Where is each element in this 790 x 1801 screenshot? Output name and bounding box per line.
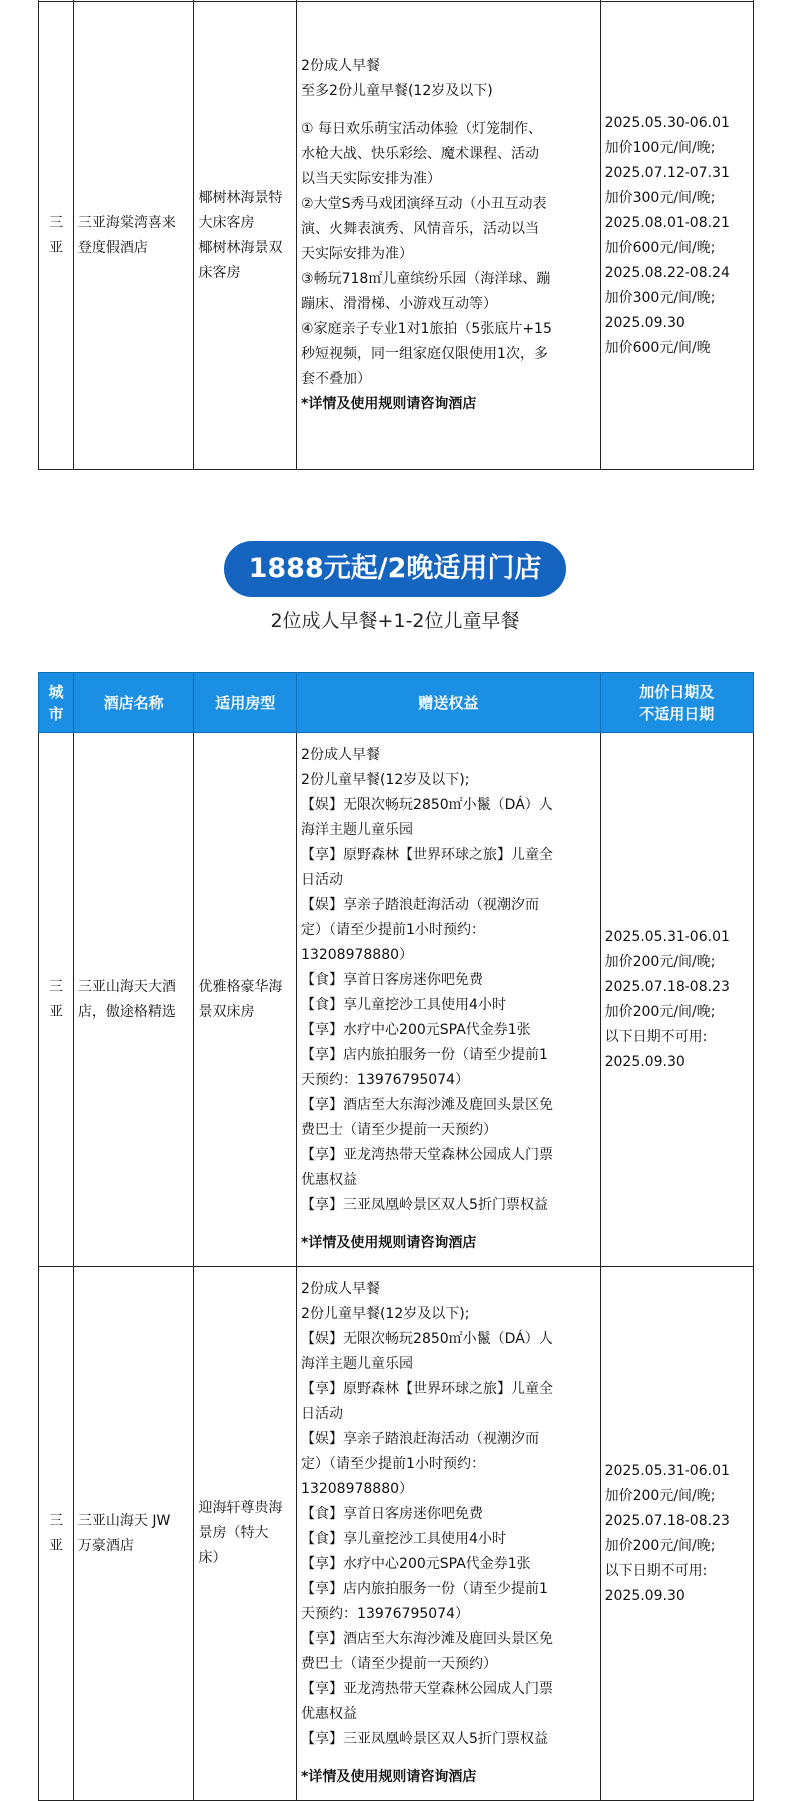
benefit-line: 优惠权益: [301, 1172, 358, 1188]
room-type-cell: [194, 2, 297, 470]
benefit-line: ②大堂S秀马戏团演绎互动（小丑互动表: [301, 196, 547, 212]
benefit-line: 【享】原野森林【世界环球之旅】儿童全: [301, 1381, 554, 1397]
date-line: 2025.09.30: [604, 1587, 685, 1604]
date-line: 加价600元/间/晚;: [604, 239, 716, 256]
room-type-cell: [194, 733, 297, 1267]
header-room: 适用房型: [194, 673, 297, 733]
benefit-line: ③畅玩718㎡儿童缤纷乐园（海洋球、蹦: [301, 271, 551, 287]
benefit-line: 【娱】无限次畅玩2850㎡小鬣（DÁ）人: [301, 797, 553, 813]
benefit-line: 【食】享首日客房迷你吧免费: [301, 1506, 484, 1522]
benefit-line: 套不叠加）: [301, 371, 372, 387]
benefit-line: 【享】水疗中心200元SPA代金券1张: [301, 1556, 531, 1572]
hotel-table-2: [38, 672, 754, 1801]
benefit-line: 【享】亚龙湾热带天堂森林公园成人门票: [301, 1681, 554, 1697]
benefit-line: ① 每日欢乐萌宝活动体验（灯笼制作、: [301, 121, 543, 137]
dates-cell: [600, 1267, 753, 1801]
table-row: [39, 733, 754, 1267]
hotel-line: 万豪酒店: [77, 1537, 134, 1554]
benefits-cell: [297, 1267, 601, 1801]
spacer: [301, 1752, 596, 1765]
room-line: 椰树林海景特大床客房: [198, 189, 283, 231]
date-line: 2025.08.01-08.21: [604, 214, 730, 231]
room-line: 椰树林海景双床客房: [198, 239, 283, 281]
date-line: 2025.08.22-08.24: [604, 264, 730, 281]
benefit-line: 以当天实际安排为准）: [301, 171, 442, 187]
date-line: 2025.09.30: [604, 1053, 685, 1070]
benefit-line: 海洋主题儿童乐园: [301, 1356, 414, 1372]
date-line: 加价200元/间/晚;: [604, 1537, 716, 1554]
section-banner: 1888元起/2晚适用门店: [224, 541, 566, 597]
benefit-line: 优惠权益: [301, 1706, 358, 1722]
section-subtitle: 2位成人早餐+1-2位儿童早餐: [270, 610, 520, 632]
date-line: 加价300元/间/晚;: [604, 289, 716, 306]
date-line: 以下日期不可用:: [604, 1028, 708, 1045]
benefit-line: 【食】享首日客房迷你吧免费: [301, 972, 484, 988]
date-line: 2025.05.31-06.01: [604, 1462, 730, 1479]
spacer: [301, 104, 596, 117]
spacer: [301, 1218, 596, 1231]
benefit-line: 至多2份儿童早餐(12岁及以下): [301, 83, 493, 99]
table-row: [39, 2, 754, 470]
benefit-line: 日活动: [301, 1406, 344, 1422]
benefit-line: 2份成人早餐: [301, 58, 380, 74]
benefit-line: 2份儿童早餐(12岁及以下);: [301, 1306, 470, 1322]
city-cell: 三亚: [39, 2, 74, 470]
benefit-line: 天预约：13976795074）: [301, 1072, 470, 1088]
header-dates-line: 加价日期及: [639, 682, 715, 701]
benefit-line: 演、火舞表演秀、风情音乐，活动以当: [301, 221, 540, 237]
benefit-line: 水枪大战、快乐彩绘、魔术课程、活动: [301, 146, 540, 162]
benefit-line: 【娱】享亲子踏浪赶海活动（视潮汐而: [301, 897, 540, 913]
room-type-cell: [194, 1267, 297, 1801]
benefit-line: 【食】享儿童挖沙工具使用4小时: [301, 1531, 506, 1547]
date-line: 加价100元/间/晚;: [604, 139, 716, 156]
header-city: 城市: [39, 673, 74, 733]
benefit-line: 【享】亚龙湾热带天堂森林公园成人门票: [301, 1147, 554, 1163]
dates-cell: [600, 2, 753, 470]
benefit-line: 【享】店内旅拍服务一份（请至少提前1: [301, 1047, 548, 1063]
benefit-line: 【娱】无限次畅玩2850㎡小鬣（DÁ）人: [301, 1331, 553, 1347]
benefit-line: 【享】水疗中心200元SPA代金券1张: [301, 1022, 531, 1038]
room-line: 迎海轩尊贵海: [198, 1500, 283, 1516]
benefit-line: 海洋主题儿童乐园: [301, 822, 414, 838]
room-line: 床）: [198, 1550, 227, 1566]
hotel-table-1: [38, 0, 754, 470]
details-note: *详情及使用规则请咨询酒店: [301, 1235, 477, 1251]
date-line: 2025.07.18-08.23: [604, 1512, 730, 1529]
city-cell: 三亚: [39, 733, 74, 1267]
benefits-cell: [297, 733, 601, 1267]
room-line: 景双床房: [198, 1003, 255, 1020]
room-line: 优雅格豪华海: [198, 978, 283, 995]
table-header-row: [39, 673, 754, 733]
details-note: *详情及使用规则请咨询酒店: [301, 396, 477, 412]
header-benefits: 赠送权益: [297, 673, 601, 733]
benefit-line: 费巴士（请至少提前一天预约）: [301, 1656, 498, 1672]
hotel-name-cell: [73, 1267, 194, 1801]
date-line: 加价300元/间/晚;: [604, 189, 716, 206]
benefit-line: 【享】店内旅拍服务一份（请至少提前1: [301, 1581, 548, 1597]
date-line: 2025.07.12-07.31: [604, 164, 730, 181]
header-dates: [600, 673, 753, 733]
dates-cell: [600, 733, 753, 1267]
hotel-line: 三亚山海天 JW: [77, 1512, 171, 1529]
room-line: 景房（特大: [198, 1525, 269, 1541]
date-line: 加价200元/间/晚;: [604, 1003, 716, 1020]
benefit-line: 【享】酒店至大东海沙滩及鹿回头景区免: [301, 1631, 554, 1647]
date-line: 2025.07.18-08.23: [604, 978, 730, 995]
details-note: *详情及使用规则请咨询酒店: [301, 1769, 477, 1785]
header-dates-line: 不适用日期: [639, 704, 715, 723]
date-line: 2025.09.30: [604, 314, 685, 331]
benefit-line: 定）（请至少提前1小时预约：: [301, 1456, 485, 1472]
date-line: 加价200元/间/晚;: [604, 953, 716, 970]
date-line: 加价600元/间/晚: [604, 339, 711, 356]
benefit-line: 秒短视频，同一组家庭仅限使用1次，多: [301, 346, 548, 362]
benefit-line: 2份儿童早餐(12岁及以下);: [301, 772, 470, 788]
benefit-line: 【享】三亚凤凰岭景区双人5折门票权益: [301, 1197, 548, 1213]
benefit-line: 【食】享儿童挖沙工具使用4小时: [301, 997, 506, 1013]
date-line: 2025.05.30-06.01: [604, 114, 730, 131]
benefit-line: 13208978880）: [301, 947, 414, 963]
date-line: 2025.05.31-06.01: [604, 928, 730, 945]
date-line: 以下日期不可用:: [604, 1562, 708, 1579]
benefit-line: 费巴士（请至少提前一天预约）: [301, 1122, 498, 1138]
benefit-line: ④家庭亲子专业1对1旅拍（5张底片+15: [301, 321, 552, 337]
city-cell: 三亚: [39, 1267, 74, 1801]
benefit-line: 【娱】享亲子踏浪赶海活动（视潮汐而: [301, 1431, 540, 1447]
benefit-line: 2份成人早餐: [301, 1281, 380, 1297]
benefits-cell: [297, 2, 601, 470]
benefit-line: 【享】原野森林【世界环球之旅】儿童全: [301, 847, 554, 863]
benefit-line: 天预约：13976795074）: [301, 1606, 470, 1622]
table-row: [39, 1267, 754, 1801]
date-line: 加价200元/间/晚;: [604, 1487, 716, 1504]
hotel-line: 店，傲途格精选: [77, 1003, 176, 1020]
benefit-line: 日活动: [301, 872, 344, 888]
benefit-line: 蹦床、滑滑梯、小游戏互动等）: [301, 296, 498, 312]
benefit-line: 【享】酒店至大东海沙滩及鹿回头景区免: [301, 1097, 554, 1113]
benefit-line: 【享】三亚凤凰岭景区双人5折门票权益: [301, 1731, 548, 1747]
hotel-line: 三亚山海天大酒: [77, 978, 176, 995]
benefit-line: 天实际安排为准）: [301, 246, 414, 262]
hotel-name-cell: [73, 733, 194, 1267]
header-hotel: 酒店名称: [73, 673, 194, 733]
hotel-name-cell: 三亚海棠湾喜来登度假酒店: [73, 2, 194, 470]
benefit-line: 13208978880）: [301, 1481, 414, 1497]
benefit-line: 定）（请至少提前1小时预约：: [301, 922, 485, 938]
benefit-line: 2份成人早餐: [301, 747, 380, 763]
